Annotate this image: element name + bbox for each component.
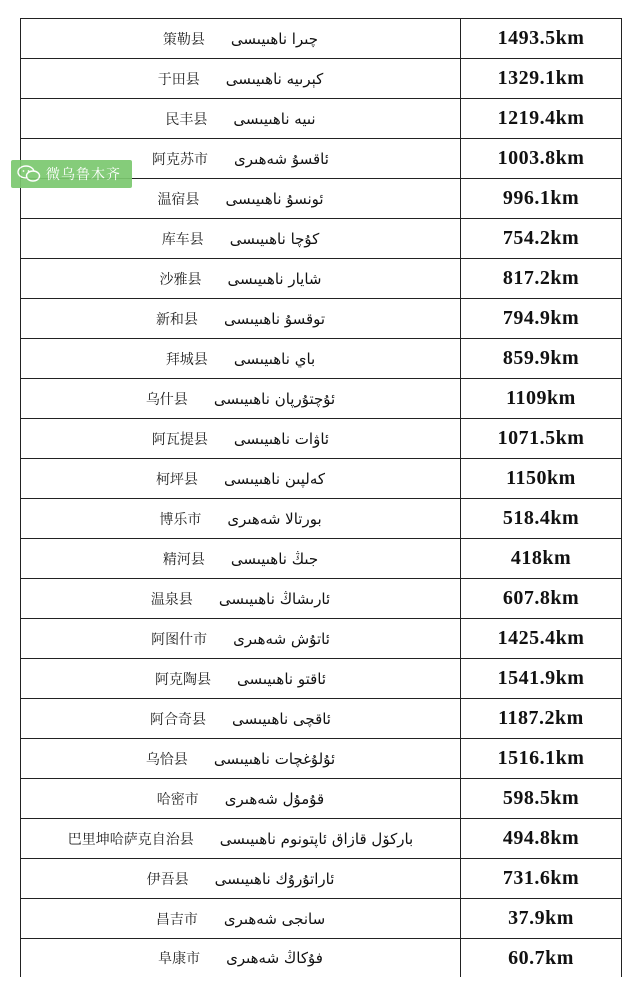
chinese-name: 伊吾县 bbox=[146, 871, 189, 888]
chinese-name: 昌吉市 bbox=[155, 911, 198, 928]
chinese-name: 精河县 bbox=[162, 551, 205, 568]
uyghur-name: شايار ناھىيىسى bbox=[227, 269, 322, 288]
chinese-name: 库车县 bbox=[161, 231, 204, 248]
chinese-name: 温泉县 bbox=[150, 591, 193, 608]
place-name-cell bbox=[21, 579, 461, 618]
distance-value: 494.8km bbox=[502, 827, 580, 849]
distance-value: 37.9km bbox=[508, 907, 574, 929]
table-row bbox=[21, 259, 621, 299]
uyghur-name: ئاۋات ناھىيىسى bbox=[233, 429, 330, 448]
table-row bbox=[21, 699, 621, 739]
chinese-name: 阿合奇县 bbox=[150, 711, 206, 728]
place-name-cell bbox=[21, 659, 461, 698]
distance-cell bbox=[461, 459, 621, 498]
uyghur-name: باركۆل قازاق ئاپتونوم ناھىيىسى bbox=[219, 829, 414, 848]
chinese-name: 阿克苏市 bbox=[152, 151, 209, 168]
watermark-text: 微乌鲁木齐 bbox=[46, 167, 121, 183]
place-name-cell bbox=[21, 379, 461, 418]
distance-cell bbox=[461, 219, 621, 258]
distance-cell bbox=[461, 939, 621, 977]
place-name-cell bbox=[21, 819, 461, 858]
table-row bbox=[21, 899, 621, 939]
uyghur-name: ئاراتۇرۇك ناھىيىسى bbox=[214, 869, 335, 888]
place-name-cell bbox=[21, 499, 461, 538]
uyghur-name: سانجى شەھىرى bbox=[223, 909, 326, 928]
distance-value: 754.2km bbox=[502, 227, 580, 249]
place-name-cell bbox=[21, 299, 461, 338]
wechat-icon bbox=[17, 165, 41, 183]
place-name-cell bbox=[21, 699, 461, 738]
chinese-name: 阿克陶县 bbox=[154, 671, 211, 688]
chinese-name: 乌恰县 bbox=[145, 751, 188, 768]
distance-value: 794.9km bbox=[502, 307, 580, 329]
table-row bbox=[21, 459, 621, 499]
table-row bbox=[21, 539, 621, 579]
place-name-cell bbox=[21, 219, 461, 258]
distance-value: 60.7km bbox=[508, 946, 574, 969]
distance-cell bbox=[461, 339, 621, 378]
table-row bbox=[21, 299, 621, 339]
place-name-cell bbox=[21, 779, 461, 818]
uyghur-name: جىڭ ناھىيىسى bbox=[230, 549, 319, 568]
uyghur-name: چىرا ناھىيىسى bbox=[230, 29, 319, 48]
table-row bbox=[21, 619, 621, 659]
chinese-name: 博乐市 bbox=[159, 511, 202, 528]
distance-cell bbox=[461, 619, 621, 658]
place-name-cell bbox=[21, 339, 461, 378]
chinese-name: 阿图什市 bbox=[151, 631, 208, 648]
uyghur-name: ئاقتو ناھىيىسى bbox=[236, 669, 327, 688]
distance-value: 731.6km bbox=[502, 867, 580, 889]
table-row bbox=[21, 59, 621, 99]
uyghur-name: بورتالا شەھىرى bbox=[227, 509, 322, 528]
distance-value: 1003.8km bbox=[497, 147, 585, 169]
chinese-name: 民丰县 bbox=[165, 111, 208, 128]
uyghur-name: ئۇلۇغچات ناھىيىسى bbox=[213, 749, 336, 768]
table-row bbox=[21, 499, 621, 539]
distance-cell bbox=[461, 259, 621, 298]
chinese-name: 乌什县 bbox=[145, 391, 188, 408]
distance-cell bbox=[461, 139, 621, 178]
place-name-cell bbox=[21, 59, 461, 98]
chinese-name: 温宿县 bbox=[157, 191, 200, 208]
distance-cell bbox=[461, 99, 621, 138]
distance-cell bbox=[461, 179, 621, 218]
uyghur-name: قۇمۇل شەھىرى bbox=[224, 789, 325, 808]
distance-value: 1187.2km bbox=[498, 707, 584, 729]
distance-value: 1493.5km bbox=[497, 27, 585, 49]
place-name-cell bbox=[21, 899, 461, 938]
place-name-cell bbox=[21, 459, 461, 498]
watermark-badge bbox=[11, 160, 132, 188]
table-row bbox=[21, 99, 621, 139]
distance-cell bbox=[461, 699, 621, 738]
table-row bbox=[21, 19, 621, 59]
uyghur-name: فۇكاڭ شەھىرى bbox=[226, 949, 323, 967]
table-row bbox=[21, 739, 621, 779]
distance-value: 996.1km bbox=[502, 187, 580, 209]
table-row bbox=[21, 339, 621, 379]
distance-value: 418km bbox=[510, 547, 572, 569]
chinese-name: 新和县 bbox=[155, 311, 198, 328]
distance-value: 1219.4km bbox=[497, 107, 585, 129]
place-name-cell bbox=[21, 19, 461, 58]
distance-value: 1109km bbox=[506, 387, 576, 409]
distance-cell bbox=[461, 59, 621, 98]
place-name-cell bbox=[21, 939, 461, 977]
uyghur-name: ئارىشاڭ ناھىيىسى bbox=[218, 589, 331, 608]
uyghur-name: كېرىيە ناھىيىسى bbox=[225, 69, 324, 88]
uyghur-name: كۇچا ناھىيىسى bbox=[229, 229, 320, 248]
distance-cell bbox=[461, 499, 621, 538]
uyghur-name: توقسۇ ناھىيىسى bbox=[223, 309, 326, 328]
table-row bbox=[21, 939, 621, 977]
table-row bbox=[21, 579, 621, 619]
chinese-name: 哈密市 bbox=[156, 791, 199, 808]
distance-cell bbox=[461, 19, 621, 58]
distance-value: 1425.4km bbox=[497, 627, 585, 649]
uyghur-name: ئاتۇش شەھىرى bbox=[233, 629, 330, 648]
chinese-name: 拜城县 bbox=[165, 351, 208, 368]
distance-cell bbox=[461, 739, 621, 778]
distance-value: 598.5km bbox=[502, 787, 580, 809]
chinese-name: 阿瓦提县 bbox=[151, 431, 208, 448]
chinese-name: 于田县 bbox=[157, 71, 200, 88]
distance-value: 1541.9km bbox=[497, 667, 585, 689]
distance-cell bbox=[461, 819, 621, 858]
distance-value: 859.9km bbox=[502, 347, 580, 369]
table-row bbox=[21, 219, 621, 259]
uyghur-name: ئاقچى ناھىيىسى bbox=[232, 709, 331, 728]
uyghur-name: باي ناھىيىسى bbox=[233, 349, 316, 368]
chinese-name: 沙雅县 bbox=[159, 271, 202, 288]
place-name-cell bbox=[21, 739, 461, 778]
chinese-name: 阜康市 bbox=[158, 951, 201, 967]
distance-cell bbox=[461, 419, 621, 458]
place-name-cell bbox=[21, 859, 461, 898]
uyghur-name: نىيە ناھىيىسى bbox=[233, 109, 316, 128]
place-name-cell bbox=[21, 619, 461, 658]
distance-cell bbox=[461, 899, 621, 938]
distance-value: 1329.1km bbox=[497, 67, 585, 89]
uyghur-name: ئاقسۇ شەھىرى bbox=[234, 149, 329, 168]
distance-value: 1150km bbox=[506, 467, 576, 489]
uyghur-name: كەلپىن ناھىيىسى bbox=[223, 469, 326, 488]
table-row bbox=[21, 379, 621, 419]
distance-value: 817.2km bbox=[502, 267, 580, 289]
uyghur-name: ئونسۇ ناھىيىسى bbox=[225, 189, 324, 208]
table-row bbox=[21, 819, 621, 859]
distance-cell bbox=[461, 579, 621, 618]
distance-cell bbox=[461, 379, 621, 418]
distance-value: 518.4km bbox=[502, 507, 580, 529]
table-row bbox=[21, 859, 621, 899]
distance-cell bbox=[461, 299, 621, 338]
distance-cell bbox=[461, 859, 621, 898]
place-name-cell bbox=[21, 99, 461, 138]
place-name-cell bbox=[21, 259, 461, 298]
chinese-name: 巴里坤哈萨克自治县 bbox=[67, 831, 194, 848]
distance-value: 1071.5km bbox=[497, 427, 585, 449]
place-name-cell bbox=[21, 419, 461, 458]
chinese-name: 柯坪县 bbox=[155, 471, 198, 488]
table-row bbox=[21, 419, 621, 459]
distance-cell bbox=[461, 539, 621, 578]
distance-value: 607.8km bbox=[502, 587, 580, 609]
place-name-cell bbox=[21, 539, 461, 578]
table-row bbox=[21, 779, 621, 819]
uyghur-name: ئۇچتۇرپان ناھىيىسى bbox=[213, 389, 336, 408]
distance-cell bbox=[461, 779, 621, 818]
distance-value: 1516.1km bbox=[497, 747, 585, 769]
chinese-name: 策勒县 bbox=[162, 31, 205, 48]
distance-cell bbox=[461, 659, 621, 698]
table-row bbox=[21, 659, 621, 699]
